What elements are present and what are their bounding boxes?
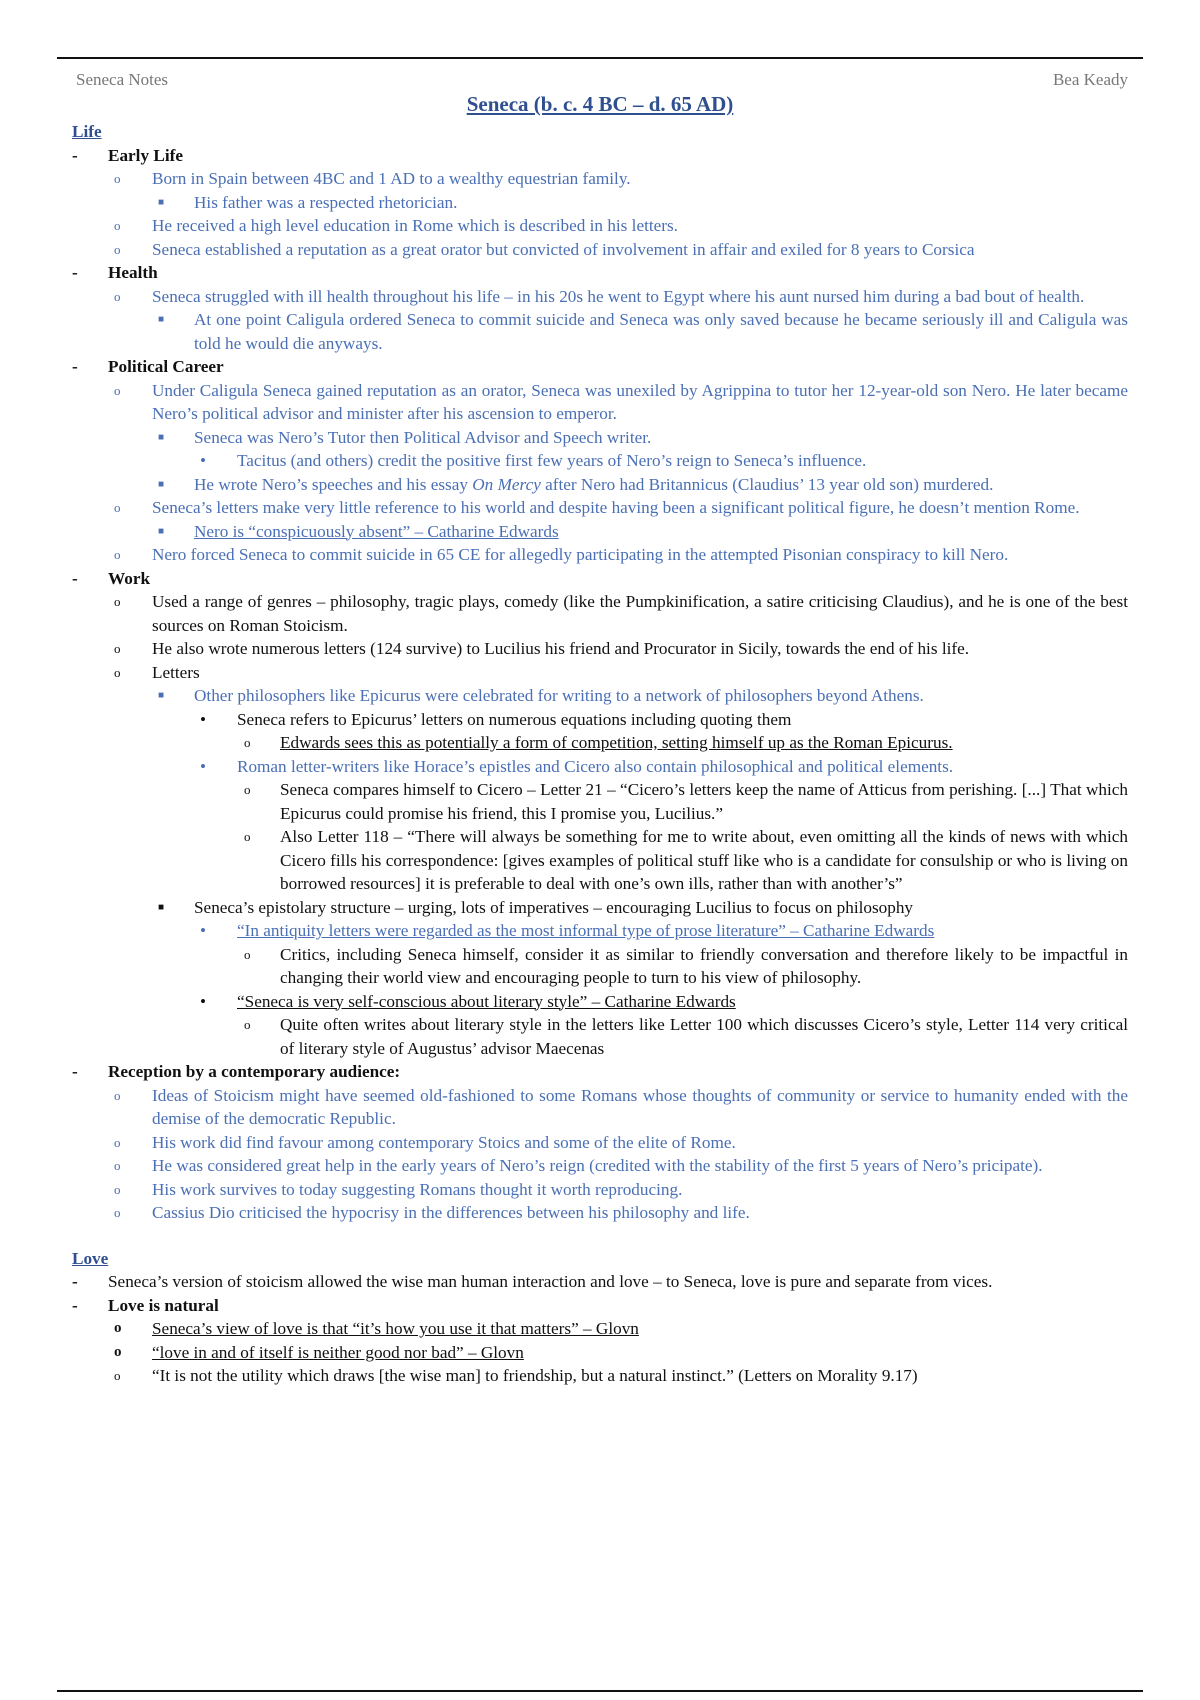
list-item: o Ideas of Stoicism might have seemed old-fashioned to some Romans whose thoughts of community or service to humanity ended with the demise of the democratic Republic. (114, 1085, 1128, 1128)
list-item: o Seneca’s letters make very little reference to his world and despite having been a significant political figure, he doesn’t mention Rome. (114, 498, 1080, 517)
section-heading-love: Love (72, 1248, 109, 1268)
list-item: o Nero forced Seneca to commit suicide in 65 CE for allegedly participating in the attempted Pisonian conspiracy to kill Nero. (114, 545, 1009, 564)
list-item: o He also wrote numerous letters (124 survive) to Lucilius his friend and Procurator in Sicily, towards the end of his life. (114, 639, 970, 658)
list-item: ■ Seneca was Nero’s Tutor then Political Advisor and Speech writer. (158, 427, 652, 447)
list-item: ■ His father was a respected rhetorician. (158, 192, 458, 212)
list-item: o His work did find favour among contemporary Stoics and some of the elite of Rome. (114, 1132, 736, 1152)
subheading-political-career: - Political Career (72, 357, 224, 376)
list-item: ■ Nero is “conspicuously absent” – Catharine Edwards (158, 521, 559, 541)
subheading-work: - Work (72, 568, 151, 588)
list-item: o Cassius Dio criticised the hypocrisy in the differences between his philosophy and life. (114, 1203, 750, 1222)
list-item: • “In antiquity letters were regarded as the most informal type of prose literature” – Catharine Edwards (200, 921, 935, 940)
list-item: o Seneca established a reputation as a great orator but convicted of involvement in affair and exiled for 8 years to Corsica (114, 239, 975, 259)
list-item: o Also Letter 118 – “There will always be something for me to write about, even omitting all the kinds of news with which Cicero fills his correspondence: [gives examples of political stuff like who is a candidate for consulship or who is living on borrowed resources] it is preferable to deal with one’s own ills, rather than with another’s” (244, 827, 1128, 893)
list-item: o Seneca compares himself to Cicero – Letter 21 – “Cicero’s letters keep the name of Atticus from perishing. [...] That which Epicurus could promise his friend, this I promise you, Lucilius.” (244, 780, 1128, 823)
list-item: • Roman letter-writers like Horace’s epistles and Cicero also contain philosophical and political elements. (200, 756, 954, 776)
list-item: • Tacitus (and others) credit the positive first few years of Nero’s reign to Seneca’s influence. (200, 451, 867, 470)
top-rule (57, 57, 1143, 59)
subheading-early-life: - Early Life (72, 144, 1128, 168)
list-item: o Under Caligula Seneca gained reputation as an orator, Seneca was unexiled by Agrippina to tutor her 12-year-old son Nero. He later became Nero’s political advisor and minister after his ascension to emperor. (114, 380, 1128, 423)
subheading-reception: - Reception by a contemporary audience: (72, 1062, 401, 1081)
document-body (72, 118, 1128, 1388)
essay-title: On Mercy (472, 474, 541, 494)
list-item: o “It is not the utility which draws [the wise man] to friendship, but a natural instinct.” (Letters on Morality 9.17) (114, 1366, 918, 1385)
list-item: o Quite often writes about literary style in the letters like Letter 100 which discusses Cicero’s style, Letter 114 very critical of literary style of Augustus’ advisor Maecenas (244, 1015, 1128, 1058)
header-left: Seneca Notes (76, 70, 169, 89)
subheading-love-is-natural: - Love is natural (72, 1295, 219, 1315)
list-item: o His work survives to today suggesting Romans thought it worth reproducing. (114, 1179, 683, 1199)
list-item: o Born in Spain between 4BC and 1 AD to a wealthy equestrian family. (114, 169, 631, 188)
list-item: • “Seneca is very self-conscious about literary style” – Catharine Edwards (200, 991, 736, 1011)
list-item: o Used a range of genres – philosophy, tragic plays, comedy (like the Pumpkinification, a satire criticising Claudius), and he is one of the best sources on Roman Stoicism. (114, 592, 1128, 635)
page-title: Seneca (b. c. 4 BC – d. 65 AD) (466, 92, 734, 116)
list-item: o Critics, including Seneca himself, consider it as similar to friendly conversation and therefore likely to be impactful in changing their world view and encouraging people to turn to his view of philosophy. (244, 944, 1128, 987)
subheading-health: - Health (72, 263, 158, 282)
list-item: o Seneca struggled with ill health throughout his life – in his 20s he went to Egypt where his aunt nursed him during a bad bout of health. (114, 286, 1085, 306)
list-item: o Edwards sees this as potentially a form of competition, setting himself up as the Roman Epicurus. (244, 733, 953, 752)
bottom-rule (57, 1690, 1143, 1692)
header-right: Bea Keady (1052, 70, 1128, 89)
dash-bullet: - (72, 145, 78, 165)
section-heading-life: Life (72, 122, 102, 141)
list-item: ■ At one point Caligula ordered Seneca to commit suicide and Seneca was only saved because he became seriously ill and Caligula was told he would die anyways. (158, 310, 1128, 353)
list-item: o “love in and of itself is neither good nor bad” – Glovn (114, 1342, 524, 1362)
list-item: o He was considered great help in the early years of Nero’s reign (credited with the stability of the first 5 years of Nero’s pricipate). (114, 1156, 1043, 1175)
list-item: - Seneca’s version of stoicism allowed the wise man human interaction and love – to Seneca, love is pure and separate from vices. (72, 1272, 993, 1291)
list-item: ■ Other philosophers like Epicurus were celebrated for writing to a network of philosophers beyond Athens. (158, 686, 924, 705)
list-item: ■ Seneca’s epistolary structure – urging, lots of imperatives – encouraging Lucilius to focus on philosophy (158, 897, 914, 917)
list-item: o Letters (114, 662, 200, 682)
list-item: o Seneca’s view of love is that “it’s how you use it that matters” – Glovn (114, 1319, 639, 1338)
list-item: ■ He wrote Nero’s speeches and his essay On Mercy after Nero had Britannicus (Claudius’ 13 year old son) murdered. (158, 474, 994, 494)
list-item: • Seneca refers to Epicurus’ letters on numerous equations including quoting them (200, 709, 792, 729)
list-item: o He received a high level education in Rome which is described in his letters. (114, 216, 678, 235)
